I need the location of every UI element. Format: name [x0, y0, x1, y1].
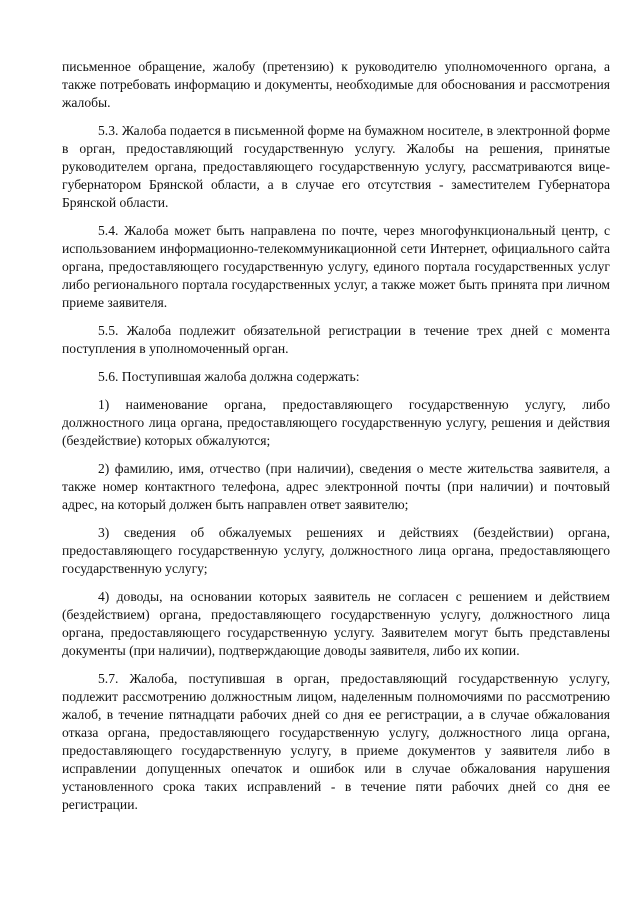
paragraph-5-5: 5.5. Жалоба подлежит обязательной регистрации в течение трех дней с момента поступления в уполномоченный орган. [62, 323, 610, 356]
list-item-2: 2) фамилию, имя, отчество (при наличии), сведения о месте жительства заявителя, а также номер контактного телефона, адрес электронной почты (при наличии) и почтовый адрес, на который должен быть направлен ответ заявителю; [62, 461, 610, 512]
list-item-3: 3) сведения об обжалуемых решениях и действиях (бездействии) органа, предоставляющего государственную услугу, должностного лица органа, предоставляющего государственную услугу; [62, 525, 610, 576]
list-item-4: 4) доводы, на основании которых заявитель не согласен с решением и действием (бездействием) органа, предоставляющего государственную услугу, должностного лица органа, предоставляющего государственную услугу. Заявителем могут быть представлены документы (при наличии), подтверждающие доводы заявителя, либо их копии. [62, 589, 610, 658]
paragraph-5-7: 5.7. Жалоба, поступившая в орган, предоставляющий государственную услугу, подлежит рассмотрению должностным лицом, наделенным полномочиями по рассмотрению жалоб, в течение пятнадцати рабочих дней со дня ее регистрации, а в случае обжалования отказа органа, предоставляющего государственную услугу, должностного лица органа, предоставляющего государственную услугу, в приеме документов у заявителя либо в исправлении допущенных опечаток и ошибок или в случае обжалования нарушения установленного срока таких исправлений - в течение пяти рабочих дней со дня ее регистрации. [62, 671, 610, 812]
paragraph-5-3: 5.3. Жалоба подается в письменной форме на бумажном носителе, в электронной форме в орган, предоставляющий государственную услугу. Жалобы на решения, принятые руководителем органа, предоставляющего государственную услугу, рассматриваются вице-губернатором Брянской области, а в случае его отсутствия - заместителем Губернатора Брянской области. [62, 123, 610, 210]
paragraph-5-4: 5.4. Жалоба может быть направлена по почте, через многофункциональный центр, с использованием информационно-телекоммуникационной сети Интернет, официального сайта органа, предоставляющего государственную услугу, единого портала государственных услуг либо регионального портала государственных услуг, а также может быть принята при личном приеме заявителя. [62, 223, 610, 310]
paragraph-5-6: 5.6. Поступившая жалоба должна содержать: [98, 369, 360, 384]
document-page [62, 58, 610, 824]
list-item-1: 1) наименование органа, предоставляющего государственную услугу, либо должностного лица органа, предоставляющего государственную услугу, решения и действия (бездействие) которых обжалуются; [62, 397, 610, 448]
paragraph-continuation: письменное обращение, жалобу (претензию) к руководителю уполномоченного органа, а также потребовать информацию и документы, необходимые для обоснования и рассмотрения жалобы. [62, 59, 610, 110]
